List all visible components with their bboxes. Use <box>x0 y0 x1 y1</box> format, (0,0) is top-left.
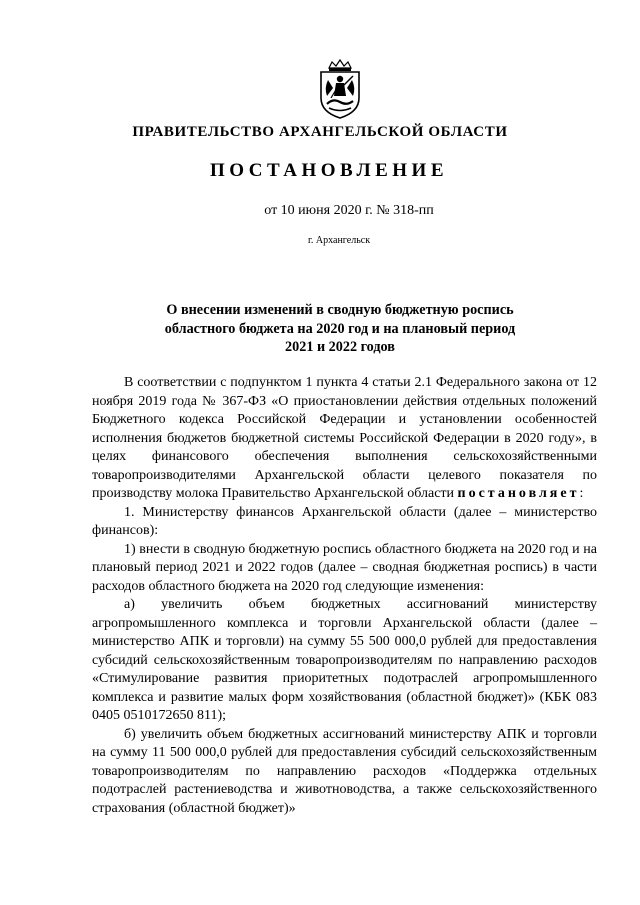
preamble-text: В соответствии с подпунктом 1 пункта 4 статьи 2.1 Федерального закона от 12 ноября 2019 года № 367-ФЗ «О приостановлении действия отдельных положений Бюджетного кодекса Российской Федерации и установлении особенностей исполнения бюджетов бюджетной системы Российской Федерации в 2020 году», в целях финансового обеспечения выполнения сельскохозяйственными товаропроизводителями Архангельской области целевого показателя по производству молока Правительство Архангельской области <box>92 375 597 501</box>
document-date-number: от 10 июня 2020 г. № 318-пп <box>264 203 434 218</box>
subitem-1-paragraph: 1) внести в сводную бюджетную роспись областного бюджета на 2020 год и на плановый период 2021 и 2022 годов (далее – сводная бюджетная роспись) в части расходов областного бюджета на 2020 год следующие изменения: <box>92 541 597 594</box>
document-type: ПОСТАНОВЛЕНИЕ <box>209 160 449 181</box>
document-title <box>120 301 560 357</box>
document-title-line: О внесении изменений в сводную бюджетную роспись <box>166 302 514 318</box>
document-title-line: 2021 и 2022 годов <box>285 339 395 355</box>
document-body <box>92 374 597 818</box>
subitem-b-paragraph: б) увеличить объем бюджетных ассигнований министерству АПК и торговли на сумму 11 500 000,0 рублей для предоставления субсидий сельскохозяйственным товаропроизводителям по направлению расходов «Поддержка отдельных подотраслей растениеводства и животноводства, а также сельскохозяйственного страхования (областной бюджет)» <box>92 726 597 816</box>
resolves-word: постановляет <box>457 486 580 501</box>
government-name: ПРАВИТЕЛЬСТВО АРХАНГЕЛЬСКОЙ ОБЛАСТИ <box>132 124 508 140</box>
coat-of-arms-archangel-icon <box>315 58 365 120</box>
subitem-a-paragraph: а) увеличить объем бюджетных ассигнований министерству агропромышленного комплекса и торговли Архангельской области (далее – министерство АПК и торговли) на сумму 55 500 000,0 рублей для предоставления субсидий сельскохозяйственным товаропроизводителям по направлению расходов «Стимулирование развития приоритетных подотраслей агропромышленного комплекса и развитие малых форм хозяйствования (областной бюджет)» (КБК 083 0405 0510172650 811); <box>92 597 597 723</box>
item-1-paragraph: 1. Министерству финансов Архангельской области (далее – министерство финансов): <box>92 504 597 538</box>
document-city: г. Архангельск <box>307 235 371 246</box>
preamble-paragraph <box>92 374 597 504</box>
document-title-line: областного бюджета на 2020 год и на плановый период <box>164 320 516 337</box>
preamble-end: : <box>579 486 584 501</box>
